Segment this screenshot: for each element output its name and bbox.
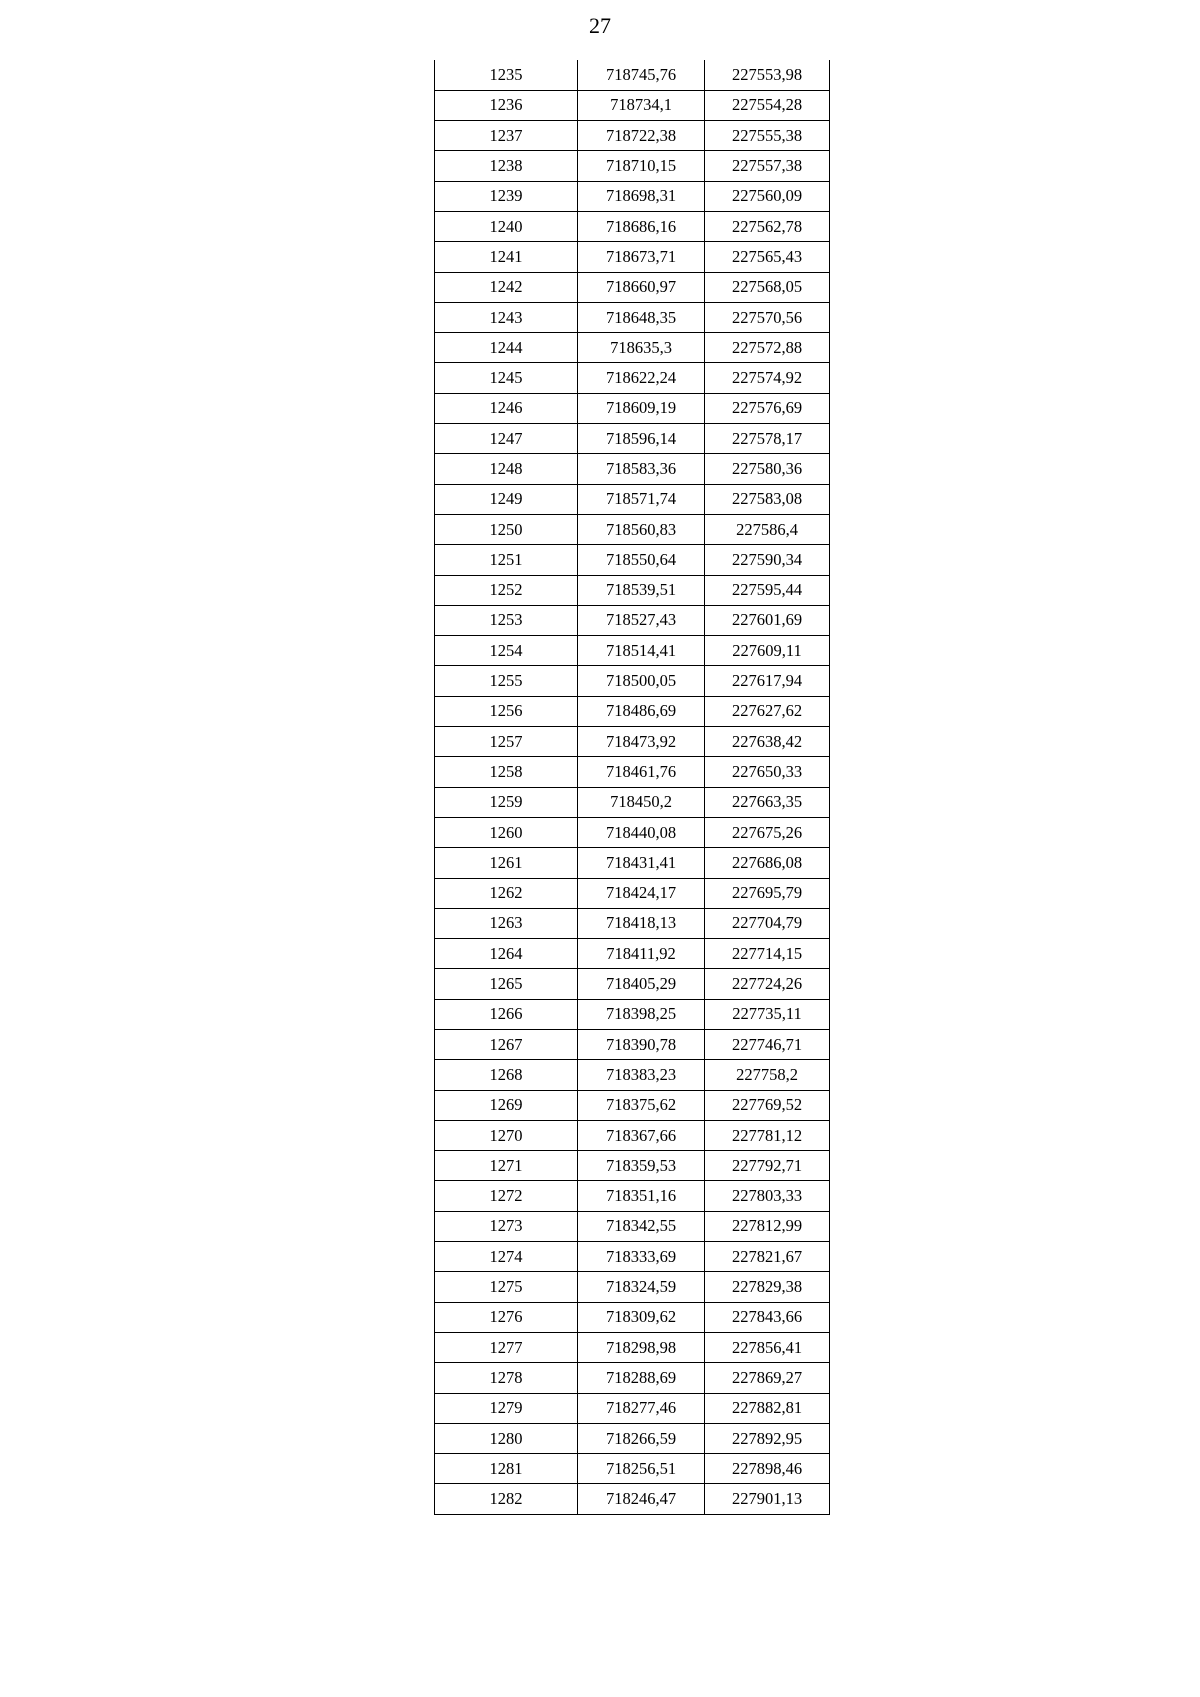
point-number-cell: 1280 bbox=[435, 1423, 578, 1453]
table-row bbox=[435, 60, 830, 90]
table-row bbox=[435, 363, 830, 393]
x-coordinate-cell: 718424,17 bbox=[578, 878, 705, 908]
y-coordinate-cell: 227821,67 bbox=[705, 1242, 830, 1272]
table-row bbox=[435, 242, 830, 272]
x-coordinate-cell: 718710,15 bbox=[578, 151, 705, 181]
point-number-cell: 1241 bbox=[435, 242, 578, 272]
y-coordinate-cell: 227686,08 bbox=[705, 848, 830, 878]
x-coordinate-cell: 718500,05 bbox=[578, 666, 705, 696]
y-coordinate-cell: 227580,36 bbox=[705, 454, 830, 484]
x-coordinate-cell: 718411,92 bbox=[578, 939, 705, 969]
table-row bbox=[435, 121, 830, 151]
y-coordinate-cell: 227746,71 bbox=[705, 1030, 830, 1060]
x-coordinate-cell: 718461,76 bbox=[578, 757, 705, 787]
x-coordinate-cell: 718367,66 bbox=[578, 1120, 705, 1150]
y-coordinate-cell: 227812,99 bbox=[705, 1211, 830, 1241]
table-row bbox=[435, 1363, 830, 1393]
y-coordinate-cell: 227638,42 bbox=[705, 727, 830, 757]
coordinates-table bbox=[434, 60, 830, 1515]
x-coordinate-cell: 718359,53 bbox=[578, 1151, 705, 1181]
x-coordinate-cell: 718734,1 bbox=[578, 90, 705, 120]
x-coordinate-cell: 718550,64 bbox=[578, 545, 705, 575]
table-row bbox=[435, 817, 830, 847]
y-coordinate-cell: 227586,4 bbox=[705, 514, 830, 544]
point-number-cell: 1278 bbox=[435, 1363, 578, 1393]
y-coordinate-cell: 227576,69 bbox=[705, 393, 830, 423]
x-coordinate-cell: 718375,62 bbox=[578, 1090, 705, 1120]
table-row bbox=[435, 272, 830, 302]
table-row bbox=[435, 151, 830, 181]
y-coordinate-cell: 227735,11 bbox=[705, 999, 830, 1029]
y-coordinate-cell: 227663,35 bbox=[705, 787, 830, 817]
x-coordinate-cell: 718486,69 bbox=[578, 696, 705, 726]
point-number-cell: 1271 bbox=[435, 1151, 578, 1181]
y-coordinate-cell: 227650,33 bbox=[705, 757, 830, 787]
point-number-cell: 1261 bbox=[435, 848, 578, 878]
y-coordinate-cell: 227792,71 bbox=[705, 1151, 830, 1181]
point-number-cell: 1253 bbox=[435, 605, 578, 635]
y-coordinate-cell: 227843,66 bbox=[705, 1302, 830, 1332]
point-number-cell: 1238 bbox=[435, 151, 578, 181]
point-number-cell: 1266 bbox=[435, 999, 578, 1029]
table-row bbox=[435, 1484, 830, 1514]
y-coordinate-cell: 227882,81 bbox=[705, 1393, 830, 1423]
x-coordinate-cell: 718298,98 bbox=[578, 1332, 705, 1362]
y-coordinate-cell: 227562,78 bbox=[705, 211, 830, 241]
table-row bbox=[435, 302, 830, 332]
x-coordinate-cell: 718527,43 bbox=[578, 605, 705, 635]
x-coordinate-cell: 718583,36 bbox=[578, 454, 705, 484]
x-coordinate-cell: 718673,71 bbox=[578, 242, 705, 272]
table-row bbox=[435, 1332, 830, 1362]
point-number-cell: 1274 bbox=[435, 1242, 578, 1272]
y-coordinate-cell: 227590,34 bbox=[705, 545, 830, 575]
x-coordinate-cell: 718324,59 bbox=[578, 1272, 705, 1302]
point-number-cell: 1245 bbox=[435, 363, 578, 393]
x-coordinate-cell: 718686,16 bbox=[578, 211, 705, 241]
table-row bbox=[435, 1242, 830, 1272]
x-coordinate-cell: 718571,74 bbox=[578, 484, 705, 514]
table-row bbox=[435, 908, 830, 938]
y-coordinate-cell: 227555,38 bbox=[705, 121, 830, 151]
point-number-cell: 1276 bbox=[435, 1302, 578, 1332]
y-coordinate-cell: 227803,33 bbox=[705, 1181, 830, 1211]
point-number-cell: 1282 bbox=[435, 1484, 578, 1514]
y-coordinate-cell: 227553,98 bbox=[705, 60, 830, 90]
x-coordinate-cell: 718390,78 bbox=[578, 1030, 705, 1060]
x-coordinate-cell: 718383,23 bbox=[578, 1060, 705, 1090]
y-coordinate-cell: 227675,26 bbox=[705, 817, 830, 847]
y-coordinate-cell: 227565,43 bbox=[705, 242, 830, 272]
point-number-cell: 1235 bbox=[435, 60, 578, 90]
table-row bbox=[435, 1090, 830, 1120]
table-row bbox=[435, 484, 830, 514]
table-row bbox=[435, 1302, 830, 1332]
table-row bbox=[435, 575, 830, 605]
point-number-cell: 1256 bbox=[435, 696, 578, 726]
x-coordinate-cell: 718256,51 bbox=[578, 1454, 705, 1484]
y-coordinate-cell: 227769,52 bbox=[705, 1090, 830, 1120]
table-row bbox=[435, 1060, 830, 1090]
table-row bbox=[435, 181, 830, 211]
point-number-cell: 1277 bbox=[435, 1332, 578, 1362]
x-coordinate-cell: 718539,51 bbox=[578, 575, 705, 605]
table-row bbox=[435, 454, 830, 484]
y-coordinate-cell: 227856,41 bbox=[705, 1332, 830, 1362]
table-row bbox=[435, 514, 830, 544]
point-number-cell: 1264 bbox=[435, 939, 578, 969]
point-number-cell: 1279 bbox=[435, 1393, 578, 1423]
x-coordinate-cell: 718450,2 bbox=[578, 787, 705, 817]
table-row bbox=[435, 1120, 830, 1150]
table-row bbox=[435, 727, 830, 757]
point-number-cell: 1267 bbox=[435, 1030, 578, 1060]
point-number-cell: 1265 bbox=[435, 969, 578, 999]
point-number-cell: 1251 bbox=[435, 545, 578, 575]
x-coordinate-cell: 718418,13 bbox=[578, 908, 705, 938]
table-row bbox=[435, 1151, 830, 1181]
y-coordinate-cell: 227695,79 bbox=[705, 878, 830, 908]
y-coordinate-cell: 227583,08 bbox=[705, 484, 830, 514]
table-row bbox=[435, 666, 830, 696]
point-number-cell: 1281 bbox=[435, 1454, 578, 1484]
point-number-cell: 1250 bbox=[435, 514, 578, 544]
x-coordinate-cell: 718722,38 bbox=[578, 121, 705, 151]
x-coordinate-cell: 718266,59 bbox=[578, 1423, 705, 1453]
x-coordinate-cell: 718351,16 bbox=[578, 1181, 705, 1211]
y-coordinate-cell: 227609,11 bbox=[705, 636, 830, 666]
y-coordinate-cell: 227572,88 bbox=[705, 333, 830, 363]
table-row bbox=[435, 393, 830, 423]
x-coordinate-cell: 718405,29 bbox=[578, 969, 705, 999]
x-coordinate-cell: 718698,31 bbox=[578, 181, 705, 211]
x-coordinate-cell: 718309,62 bbox=[578, 1302, 705, 1332]
x-coordinate-cell: 718648,35 bbox=[578, 302, 705, 332]
point-number-cell: 1269 bbox=[435, 1090, 578, 1120]
point-number-cell: 1263 bbox=[435, 908, 578, 938]
point-number-cell: 1239 bbox=[435, 181, 578, 211]
table-row bbox=[435, 999, 830, 1029]
x-coordinate-cell: 718745,76 bbox=[578, 60, 705, 90]
page-number: 27 bbox=[589, 13, 611, 38]
y-coordinate-cell: 227601,69 bbox=[705, 605, 830, 635]
table-row bbox=[435, 1393, 830, 1423]
y-coordinate-cell: 227901,13 bbox=[705, 1484, 830, 1514]
y-coordinate-cell: 227724,26 bbox=[705, 969, 830, 999]
x-coordinate-cell: 718660,97 bbox=[578, 272, 705, 302]
point-number-cell: 1243 bbox=[435, 302, 578, 332]
point-number-cell: 1257 bbox=[435, 727, 578, 757]
x-coordinate-cell: 718431,41 bbox=[578, 848, 705, 878]
y-coordinate-cell: 227574,92 bbox=[705, 363, 830, 393]
table-row bbox=[435, 696, 830, 726]
table-row bbox=[435, 757, 830, 787]
x-coordinate-cell: 718398,25 bbox=[578, 999, 705, 1029]
point-number-cell: 1252 bbox=[435, 575, 578, 605]
x-coordinate-cell: 718635,3 bbox=[578, 333, 705, 363]
point-number-cell: 1240 bbox=[435, 211, 578, 241]
table-row bbox=[435, 545, 830, 575]
point-number-cell: 1254 bbox=[435, 636, 578, 666]
table-row bbox=[435, 1423, 830, 1453]
point-number-cell: 1242 bbox=[435, 272, 578, 302]
y-coordinate-cell: 227898,46 bbox=[705, 1454, 830, 1484]
y-coordinate-cell: 227758,2 bbox=[705, 1060, 830, 1090]
point-number-cell: 1248 bbox=[435, 454, 578, 484]
table-row bbox=[435, 1272, 830, 1302]
x-coordinate-cell: 718514,41 bbox=[578, 636, 705, 666]
y-coordinate-cell: 227595,44 bbox=[705, 575, 830, 605]
point-number-cell: 1275 bbox=[435, 1272, 578, 1302]
point-number-cell: 1272 bbox=[435, 1181, 578, 1211]
y-coordinate-cell: 227892,95 bbox=[705, 1423, 830, 1453]
table-row bbox=[435, 1030, 830, 1060]
table-row bbox=[435, 1454, 830, 1484]
point-number-cell: 1237 bbox=[435, 121, 578, 151]
point-number-cell: 1273 bbox=[435, 1211, 578, 1241]
point-number-cell: 1244 bbox=[435, 333, 578, 363]
point-number-cell: 1258 bbox=[435, 757, 578, 787]
point-number-cell: 1236 bbox=[435, 90, 578, 120]
x-coordinate-cell: 718596,14 bbox=[578, 424, 705, 454]
point-number-cell: 1268 bbox=[435, 1060, 578, 1090]
x-coordinate-cell: 718288,69 bbox=[578, 1363, 705, 1393]
y-coordinate-cell: 227578,17 bbox=[705, 424, 830, 454]
y-coordinate-cell: 227627,62 bbox=[705, 696, 830, 726]
x-coordinate-cell: 718246,47 bbox=[578, 1484, 705, 1514]
point-number-cell: 1262 bbox=[435, 878, 578, 908]
table-row bbox=[435, 848, 830, 878]
y-coordinate-cell: 227704,79 bbox=[705, 908, 830, 938]
table-row bbox=[435, 211, 830, 241]
x-coordinate-cell: 718622,24 bbox=[578, 363, 705, 393]
table-row bbox=[435, 90, 830, 120]
table-row bbox=[435, 939, 830, 969]
table-row bbox=[435, 333, 830, 363]
x-coordinate-cell: 718440,08 bbox=[578, 817, 705, 847]
table-row bbox=[435, 1211, 830, 1241]
point-number-cell: 1260 bbox=[435, 817, 578, 847]
point-number-cell: 1247 bbox=[435, 424, 578, 454]
point-number-cell: 1259 bbox=[435, 787, 578, 817]
point-number-cell: 1246 bbox=[435, 393, 578, 423]
y-coordinate-cell: 227568,05 bbox=[705, 272, 830, 302]
y-coordinate-cell: 227829,38 bbox=[705, 1272, 830, 1302]
x-coordinate-cell: 718473,92 bbox=[578, 727, 705, 757]
point-number-cell: 1249 bbox=[435, 484, 578, 514]
x-coordinate-cell: 718333,69 bbox=[578, 1242, 705, 1272]
coordinates-table-body bbox=[435, 60, 830, 1514]
table-row bbox=[435, 787, 830, 817]
y-coordinate-cell: 227869,27 bbox=[705, 1363, 830, 1393]
y-coordinate-cell: 227714,15 bbox=[705, 939, 830, 969]
x-coordinate-cell: 718277,46 bbox=[578, 1393, 705, 1423]
y-coordinate-cell: 227570,56 bbox=[705, 302, 830, 332]
table-row bbox=[435, 1181, 830, 1211]
point-number-cell: 1255 bbox=[435, 666, 578, 696]
table-row bbox=[435, 969, 830, 999]
point-number-cell: 1270 bbox=[435, 1120, 578, 1150]
table-row bbox=[435, 605, 830, 635]
y-coordinate-cell: 227557,38 bbox=[705, 151, 830, 181]
table-row bbox=[435, 636, 830, 666]
y-coordinate-cell: 227560,09 bbox=[705, 181, 830, 211]
table-row bbox=[435, 424, 830, 454]
x-coordinate-cell: 718342,55 bbox=[578, 1211, 705, 1241]
table-row bbox=[435, 878, 830, 908]
x-coordinate-cell: 718609,19 bbox=[578, 393, 705, 423]
y-coordinate-cell: 227554,28 bbox=[705, 90, 830, 120]
y-coordinate-cell: 227617,94 bbox=[705, 666, 830, 696]
x-coordinate-cell: 718560,83 bbox=[578, 514, 705, 544]
y-coordinate-cell: 227781,12 bbox=[705, 1120, 830, 1150]
